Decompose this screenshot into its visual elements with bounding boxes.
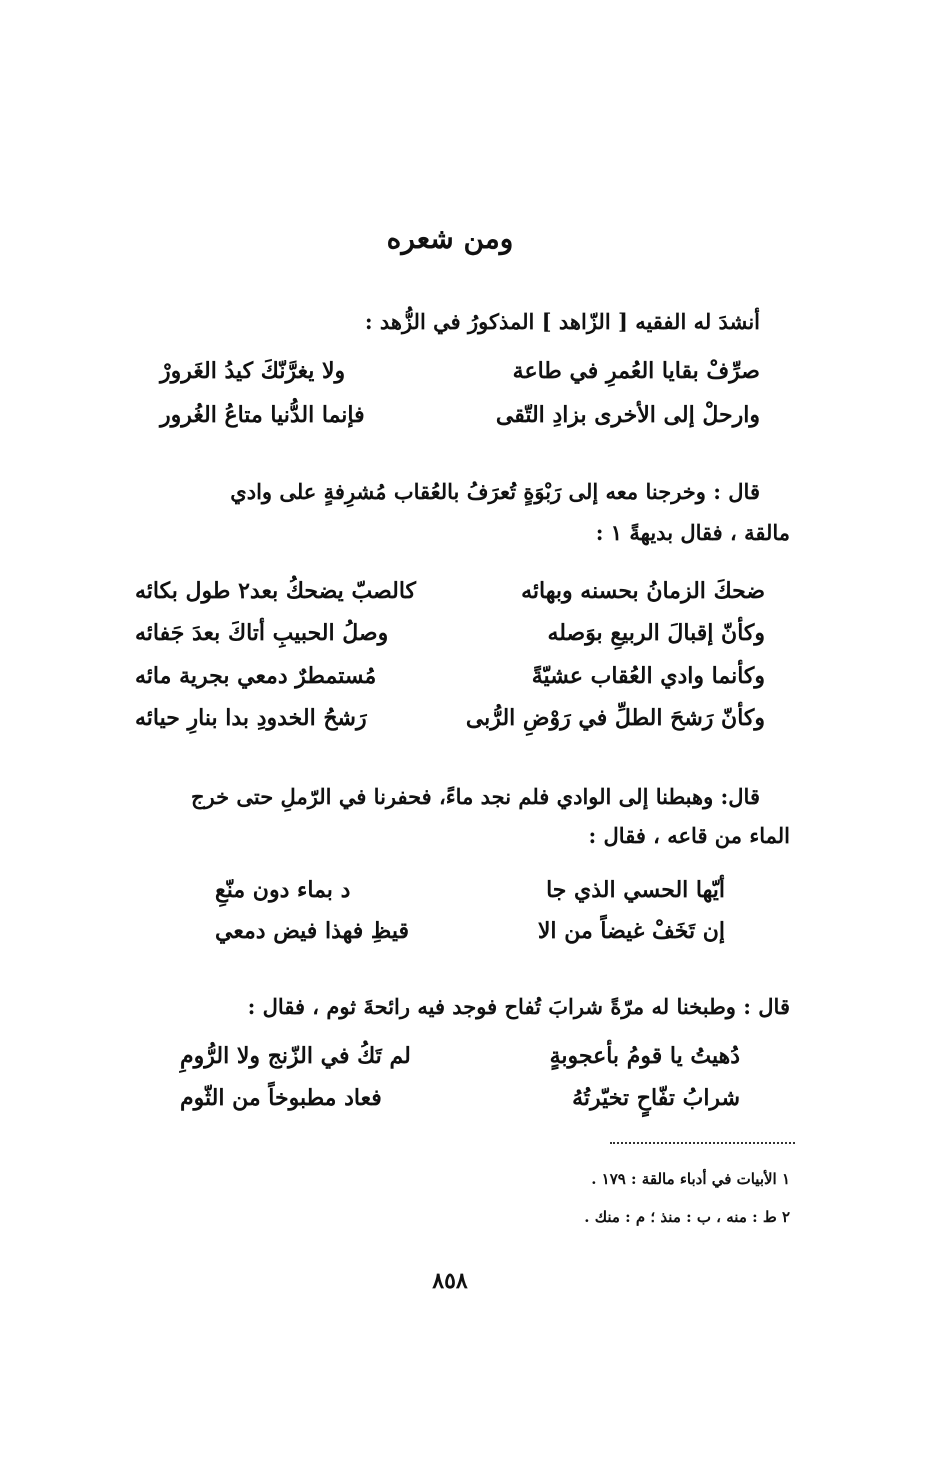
hemistich-first: وكأنما وادي العُقاب عشيّةً — [531, 663, 765, 689]
hemistich-second: وصلُ الحبيبِ أتاكَ بعدَ جَفائه — [135, 620, 389, 646]
hemistich-first: شرابُ تفّاحٍ تخيّرتُهُ — [572, 1085, 740, 1111]
hemistich-first: ضحكَ الزمانُ بحسنه وبهائه — [521, 578, 765, 604]
poem1-verse-1 — [160, 358, 760, 402]
hemistich-first: إن تَخَفْ غيضاً من الا — [537, 918, 725, 944]
poem2-verse-3 — [135, 663, 765, 707]
intro-line: أنشدَ له الفقيه [ الزّاهد ] المذكورُ في الزُّهد : — [364, 309, 760, 334]
narration-paragraph — [120, 775, 760, 819]
hemistich-first: أيّها الحسي الذي جا — [546, 877, 725, 903]
poem4-verse-1 — [180, 1043, 740, 1087]
poem2-verse-2 — [135, 620, 765, 664]
hemistich-second: قيظِ فهذا فيض دمعي — [215, 918, 409, 944]
hemistich-first: وكأنّ رَشحَ الطلِّ في رَوْضِ الرُّبى — [465, 705, 765, 731]
paragraph-line: مالقة ، فقال بديهةً ١ : — [595, 520, 790, 545]
hemistich-second: فعاد مطبوخاً من الثّوم — [180, 1085, 382, 1111]
footnote-1: ١ الأبيات في أدباء مالقة : ١٧٩ . — [591, 1170, 790, 1188]
hemistich-second: فإنما الدُّنيا متاعُ الغُرور — [160, 402, 365, 428]
paragraph-line: قال: وهبطنا إلى الوادي فلم نجد ماءً، فحفرنا في الرّملِ حتى خرج — [190, 784, 760, 809]
paragraph-line: قال : وخرجنا معه إلى رَبْوَةٍ تُعرَفُ بالعُقاب مُشرِفةٍ على وادي — [230, 479, 760, 504]
page-number: ٨٥٨ — [432, 1268, 468, 1294]
poem3-verse-1 — [215, 877, 725, 921]
hemistich-first: صرِّفْ بقايا العُمرِ في طاعة — [512, 358, 760, 384]
hemistich-second: ولا يغرَّنّكَ كيدُ الغَرورْ — [160, 358, 346, 384]
hemistich-first: دُهيتُ يا قومُ بأعجوبةٍ — [549, 1043, 740, 1069]
hemistich-second: لم تَكُ في الزّنج ولا الرُّومِ — [180, 1043, 411, 1069]
poem3-verse-2 — [215, 918, 725, 962]
paragraph-line: قال : وطبخنا له مرّةً شرابَ تُفاح فوجد فيه رائحةَ ثوم ، فقال : — [247, 994, 790, 1019]
hemistich-first: وارحلْ إلى الأخرى بزادِ التّقى — [495, 402, 760, 428]
footnote-separator — [610, 1142, 795, 1144]
hemistich-second: مُستمطرٌ دمعي بجرية مائه — [135, 663, 377, 689]
hemistich-second: كالصبّ يضحكُ بعد٢ طول بكائه — [135, 578, 417, 604]
poem2-verse-4 — [135, 705, 765, 749]
poem1-verse-2 — [160, 402, 760, 446]
narration-paragraph — [110, 985, 790, 1029]
section-title: ومن شعره — [386, 222, 514, 255]
narration-paragraph — [120, 470, 760, 514]
poem2-verse-1 — [135, 578, 765, 622]
hemistich-second: د بماء دون منّعِ — [215, 877, 351, 903]
paragraph-line: الماء من قاعه ، فقال : — [588, 823, 790, 848]
poem4-verse-2 — [180, 1085, 740, 1129]
hemistich-first: وكأنّ إقبالَ الربيعِ بوَصله — [547, 620, 765, 646]
footnote-2: ٢ ط : منه ، ب : منذ ؛ م : منك . — [584, 1208, 790, 1226]
hemistich-second: رَشحُ الخدودِ بدا بنارِ حيائه — [135, 705, 367, 731]
